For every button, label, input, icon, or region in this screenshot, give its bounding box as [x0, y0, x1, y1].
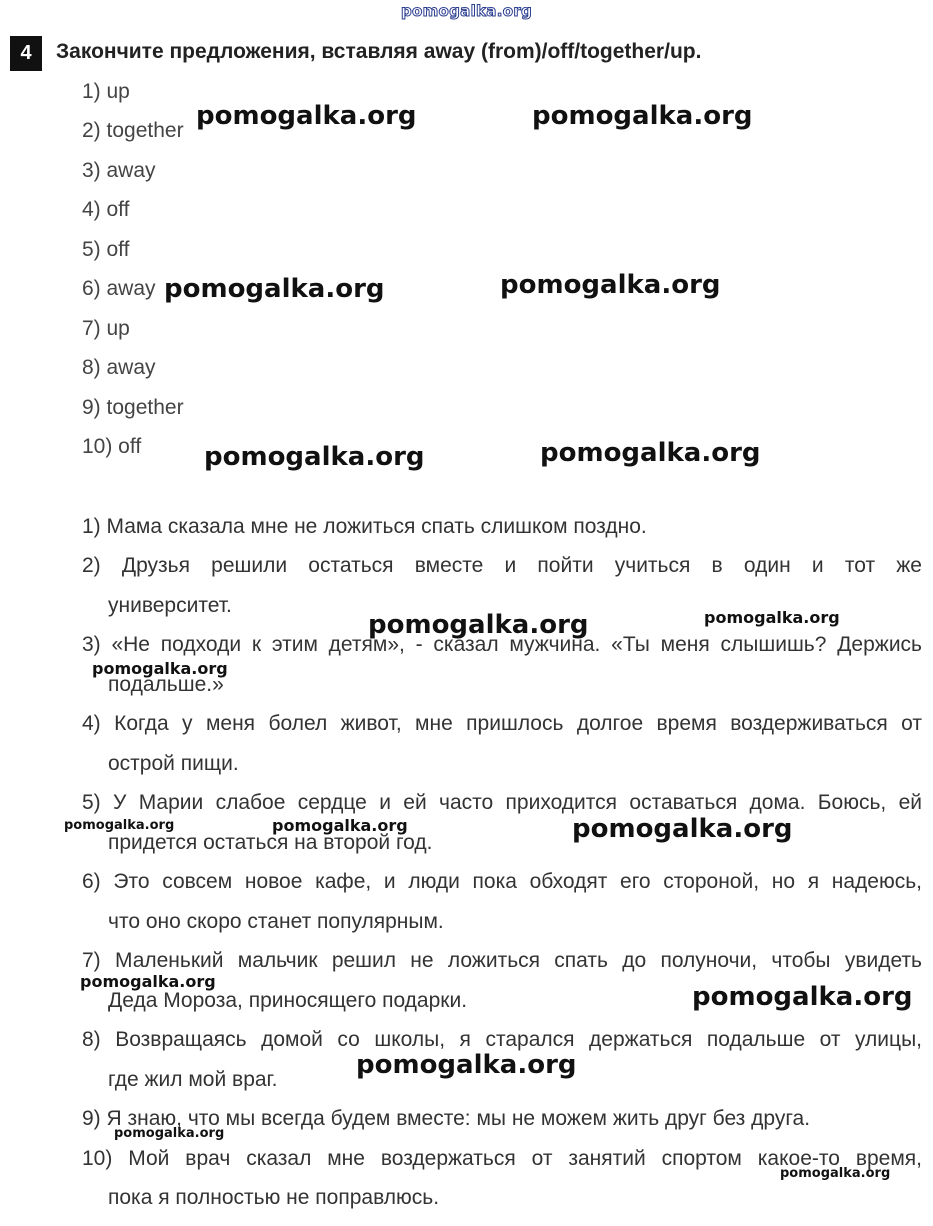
watermark: pomogalka.org	[540, 438, 761, 468]
translation-line: 6) Это совсем новое кафе, и люди пока обходят его стороной, но я надеюсь,	[82, 870, 922, 893]
exercise-number-badge: 4	[10, 36, 42, 71]
watermark: pomogalka.org	[704, 608, 840, 627]
watermark: pomogalka.org	[80, 972, 216, 991]
watermark: pomogalka.org	[164, 274, 385, 304]
answer-item: 3) away	[82, 159, 156, 182]
answer-item: 1) up	[82, 80, 130, 103]
answer-item: 5) off	[82, 238, 130, 261]
watermark: pomogalka.org	[572, 814, 793, 844]
watermark: pomogalka.org	[532, 101, 753, 131]
translation-line: 4) Когда у меня болел живот, мне пришлось долгое время воздерживаться от	[82, 712, 922, 735]
translation-line: 3) «Не подходи к этим детям», - сказал мужчина. «Ты меня слышишь? Держись	[82, 633, 922, 656]
translation-line: 5) У Марии слабое сердце и ей часто приходится оставаться дома. Боюсь, ей	[82, 791, 922, 814]
watermark: pomogalka.org	[204, 442, 425, 472]
watermark: pomogalka.org	[196, 101, 417, 131]
translation-line: где жил мой враг.	[108, 1068, 278, 1091]
answer-item: 2) together	[82, 119, 184, 142]
translation-line: придется остаться на второй год.	[108, 831, 433, 854]
answer-item: 10) off	[82, 435, 142, 458]
watermark: pomogalka.org	[114, 1126, 225, 1141]
watermark: pomogalka.org	[368, 610, 589, 640]
exercise-instruction: Закончите предложения, вставляя away (from)/off/together/up.	[56, 40, 702, 63]
translation-line: университет.	[108, 594, 232, 617]
site-watermark-header: pomogalka.org	[400, 2, 533, 20]
answer-item: 8) away	[82, 356, 156, 379]
answer-item: 9) together	[82, 396, 184, 419]
watermark: pomogalka.org	[92, 659, 228, 678]
watermark: pomogalka.org	[500, 270, 721, 300]
watermark: pomogalka.org	[272, 816, 408, 835]
answer-item: 4) off	[82, 198, 130, 221]
translation-line: 9) Я знаю, что мы всегда будем вместе: мы не можем жить друг без друга.	[82, 1107, 811, 1130]
translation-line: Деда Мороза, приносящего подарки.	[108, 989, 468, 1012]
watermark: pomogalka.org	[780, 1166, 891, 1181]
translation-line: что оно скоро станет популярным.	[108, 910, 444, 933]
translation-line: подальше.»	[108, 673, 224, 696]
translation-line: 2) Друзья решили остаться вместе и пойти учиться в один и тот же	[82, 554, 922, 577]
answer-item: 6) away	[82, 277, 156, 300]
translation-line: 10) Мой врач сказал мне воздержаться от занятий спортом какое-то время,	[82, 1147, 922, 1170]
translation-line: 1) Мама сказала мне не ложиться спать слишком поздно.	[82, 515, 647, 538]
translation-line: 8) Возвращаясь домой со школы, я старался держаться подальше от улицы,	[82, 1028, 922, 1051]
translation-line: острой пищи.	[108, 752, 239, 775]
watermark: pomogalka.org	[692, 982, 913, 1012]
translation-line: 7) Маленький мальчик решил не ложиться спать до полуночи, чтобы увидеть	[82, 949, 922, 972]
watermark: pomogalka.org	[356, 1050, 577, 1080]
answer-item: 7) up	[82, 317, 130, 340]
translation-line: пока я полностью не поправлюсь.	[108, 1186, 440, 1209]
watermark: pomogalka.org	[64, 818, 175, 833]
